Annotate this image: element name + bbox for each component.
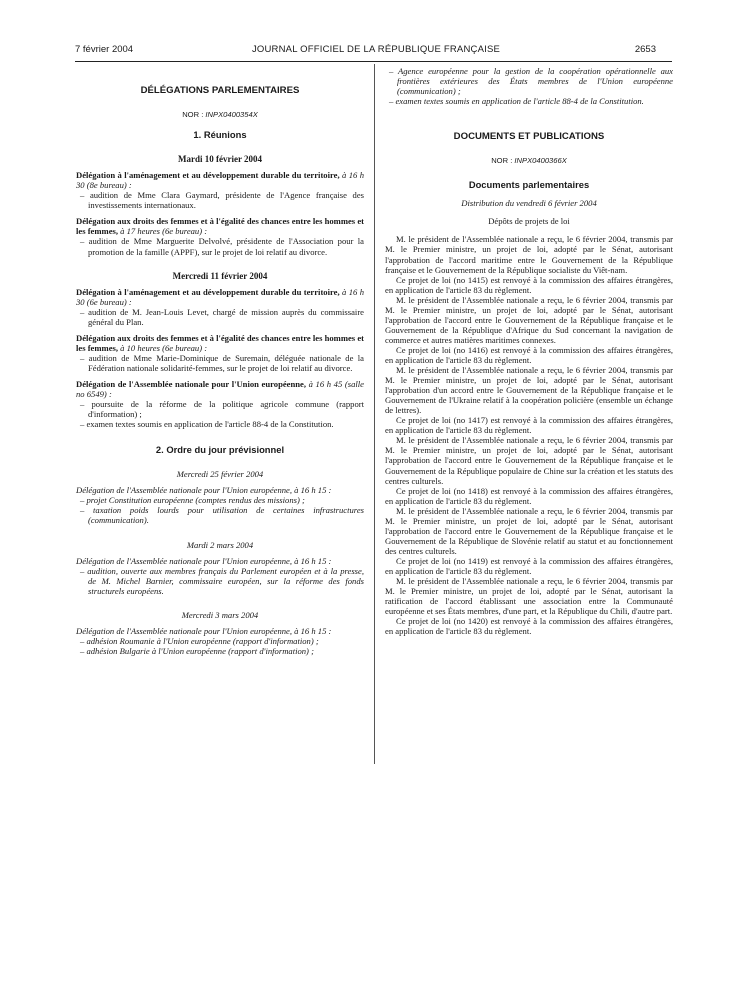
body-paragraph: Ce projet de loi (no 1418) est renvoyé à la commission des affaires étrangères, en application de l'article 83 du règlement. — [385, 485, 673, 506]
delegation-entry — [76, 170, 364, 190]
distribution-line: Distribution du vendredi 6 février 2004 — [461, 198, 597, 209]
body-paragraph: Ce projet de loi (no 1420) est renvoyé à la commission des affaires étrangères, en application de l'article 83 du règlement. — [385, 616, 673, 637]
reunions-title: 1. Réunions — [193, 129, 247, 141]
issue-date: 7 février 2004 — [75, 44, 134, 55]
depots-heading: Dépôts de projets de loi — [488, 216, 570, 227]
journal-title: JOURNAL OFFICIEL DE LA RÉPUBLIQUE FRANÇAISE — [251, 44, 501, 55]
agenda-item: – taxation poids lourds pour utilisation de certaines infrastructures (communication). — [80, 505, 364, 526]
day-title-mercredi: Mercredi 11 février 2004 — [172, 270, 268, 281]
delegation-name: Délégation à l'aménagement et au développement durable du territoire, — [76, 286, 340, 297]
delegation-time: à 16 h 30 (6e bureau) : — [76, 286, 364, 307]
right-column — [385, 66, 673, 636]
column-divider — [374, 64, 375, 764]
delegation-time: à 16 h 30 (8e bureau) : — [76, 170, 364, 191]
nor-code: INPX0400354X — [205, 110, 258, 120]
delegation-entry — [76, 333, 364, 353]
agenda-item: – Agence européenne pour la gestion de la coopération opérationnelle aux frontières extérieures des États membres de l'Union européenne (communication) ; — [389, 66, 673, 97]
body-paragraph: M. le président de l'Assemblée nationale a reçu, le 6 février 2004, transmis par M. le Premier ministre, un projet de loi, adopté par le Sénat, autorisant l'approbation de l'accord entre le Gouvernement de la République française et le Gouvernement de la République populaire de Chine sur la création et les statuts des centres culturels. — [385, 435, 673, 486]
day-title-m25: Mercredi 25 février 2004 — [176, 469, 264, 480]
agenda-item: – examen textes soumis en application de l'article 88-4 de la Constitution. — [80, 419, 334, 430]
nor-reference — [385, 156, 673, 166]
agenda-item: – audition de M. Jean-Louis Levet, chargé de mission auprès du commissaire général du Plan. — [80, 306, 364, 327]
body-paragraph: Ce projet de loi (no 1416) est renvoyé à la commission des affaires étrangères, en application de l'article 83 du règlement. — [385, 344, 673, 365]
documents-subtitle: Documents parlementaires — [468, 179, 590, 191]
nor-label: NOR : — [491, 156, 515, 166]
agenda-item: – adhésion Bulgarie à l'Union européenne (rapport d'information) ; — [80, 645, 314, 656]
delegation-time: à 10 heures (6e bureau) : — [118, 342, 208, 353]
agenda-item: – examen textes soumis en application de l'article 88-4 de la Constitution. — [389, 96, 644, 107]
agenda-item: – projet Constitution européenne (comptes rendus des missions) ; — [80, 495, 305, 506]
left-column — [76, 66, 364, 656]
agenda-item: – audition de Mme Marie-Dominique de Suremain, déléguée nationale de la Fédération nationale solidarité-femmes, sur le projet de loi relatif au divorce. — [80, 352, 364, 373]
body-paragraph: M. le président de l'Assemblée nationale a reçu, le 6 février 2004, transmis par M. le Premier ministre, un projet de loi, adopté par le Sénat, autorisant l'approbation de l'accord maritime entre le Gouvernement de la République française et le Gouvernement de la République socialiste du Viêt-nam. — [385, 234, 673, 275]
body-paragraph: Ce projet de loi (no 1417) est renvoyé à la commission des affaires étrangères, en application de l'article 83 du règlement. — [385, 415, 673, 436]
agenda-item: – audition de Mme Marguerite Delvolvé, présidente de l'Association pour la promotion de la famille (APPF), sur le projet de loi relatif au divorce. — [80, 236, 364, 257]
header-rule — [75, 61, 672, 62]
body-paragraph: M. le président de l'Assemblée nationale a reçu, le 6 février 2004, transmis par M. le Premier ministre, un projet de loi, adopté par le Sénat, autorisant l'approbation d'un accord entre le Gouvernement de la République française et le Gouvernement de l'Ukraine relatif à la coopération policière (ensemble un échange de lettres). — [385, 365, 673, 416]
section-title-documents: DOCUMENTS ET PUBLICATIONS — [453, 131, 605, 143]
agenda-item: – audition, ouverte aux membres français du Parlement européen et à la presse, de M. Michel Barnier, commissaire européen, sur la réforme des fonds structurels européens. — [80, 565, 364, 596]
delegation-name: Délégation aux droits des femmes et à l'égalité des chances entre les hommes et les femmes, — [76, 332, 364, 353]
body-paragraph: M. le président de l'Assemblée nationale a reçu, le 6 février 2004, transmis par M. le Premier ministre, un projet de loi, adopté par le Sénat, autorisant l'approbation de l'accord entre le Gouvernement de la République française et le Gouvernement de la République d'Afrique du Sud concernant la navigation de commerce et autres matières maritimes connexes. — [385, 294, 673, 345]
body-paragraph: Ce projet de loi (no 1419) est renvoyé à la commission des affaires étrangères, en application de l'article 83 du règlement. — [385, 555, 673, 576]
body-paragraph: M. le président de l'Assemblée nationale a reçu, le 6 février 2004, transmis par M. le Premier ministre, un projet de loi, adopté par le Sénat, autorisant la ratification de l'accord établissant une association entre la Communauté européenne et ses États membres, d'une part, et la République du Chili, d'autre part. — [385, 576, 673, 617]
day-title-m2: Mardi 2 mars 2004 — [186, 539, 254, 550]
page-number: 2653 — [634, 44, 656, 55]
delegation-time: à 16 h 45 (salle no 6549) : — [76, 378, 364, 400]
agenda-item: – audition de Mme Clara Gaymard, présidente de l'Agence française des investissements internationaux. — [80, 190, 364, 211]
delegation-name: Délégation à l'aménagement et au développement durable du territoire, — [76, 170, 340, 181]
nor-code: INPX0400366X — [514, 156, 567, 166]
agenda-item: – adhésion Roumanie à l'Union européenne (rapport d'information) ; — [80, 635, 319, 646]
nor-reference — [76, 110, 364, 120]
nor-label: NOR : — [182, 110, 206, 120]
delegation-line: Délégation de l'Assemblée nationale pour l'Union européenne, à 16 h 15 : — [76, 625, 332, 636]
delegation-line: Délégation de l'Assemblée nationale pour l'Union européenne, à 16 h 15 : — [76, 555, 332, 566]
delegation-entry — [76, 287, 364, 307]
day-title-m3: Mercredi 3 mars 2004 — [181, 609, 259, 620]
delegation-time: à 17 heures (6e bureau) : — [118, 226, 208, 237]
body-paragraph: Ce projet de loi (no 1415) est renvoyé à la commission des affaires étrangères, en application de l'article 83 du règlement. — [385, 274, 673, 295]
page-header — [0, 44, 752, 58]
delegation-name: Délégation de l'Assemblée nationale pour l'Union européenne, — [76, 378, 307, 389]
agenda-item: – poursuite de la réforme de la politique agricole commune (rapport d'information) ; — [80, 399, 364, 420]
ordre-du-jour-title: 2. Ordre du jour prévisionnel — [155, 444, 285, 456]
delegation-line: Délégation de l'Assemblée nationale pour l'Union européenne, à 16 h 15 : — [76, 485, 332, 496]
section-title-delegations: DÉLÉGATIONS PARLEMENTAIRES — [140, 85, 300, 96]
delegation-name: Délégation aux droits des femmes et à l'égalité des chances entre les hommes et les femmes, — [76, 216, 364, 237]
delegation-entry — [76, 379, 364, 399]
day-title-mardi: Mardi 10 février 2004 — [177, 154, 263, 165]
body-paragraph: M. le président de l'Assemblée nationale a reçu, le 6 février 2004, transmis par M. le Premier ministre, un projet de loi, adopté par le Sénat, autorisant l'approbation de l'accord entre le Gouvernement de la République française et le Gouvernement de la République de Slovénie relatif au statut et au fonctionnement des centres culturels. — [385, 505, 673, 556]
delegation-entry — [76, 216, 364, 236]
